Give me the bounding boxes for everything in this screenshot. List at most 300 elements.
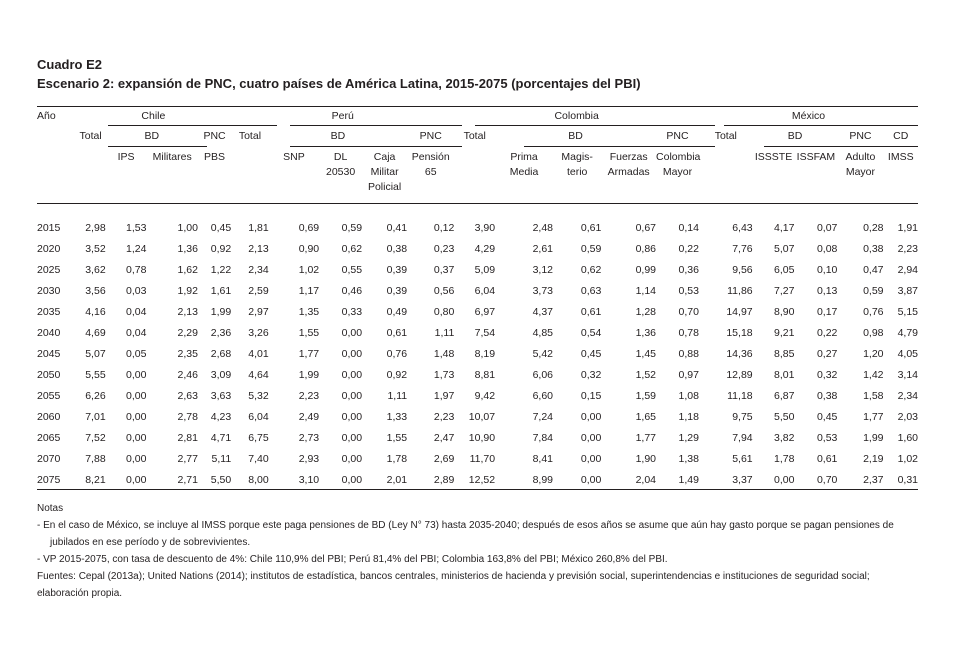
value-cell: 2,03 (897, 411, 918, 423)
value-cell: 0,59 (341, 222, 363, 234)
year-cell: 2040 (37, 327, 61, 339)
value-cell: 0,00 (125, 411, 147, 423)
value-cell: 1,77 (298, 348, 320, 360)
value-cell: 3,52 (85, 243, 106, 255)
value-cell: 0,99 (635, 264, 657, 276)
value-cell: 0,00 (580, 453, 602, 465)
value-cell: 1,11 (387, 390, 408, 402)
value-cell: 1,29 (678, 432, 699, 444)
value-cell: 0,61 (580, 306, 602, 318)
issste-header: ISSSTE (754, 151, 793, 163)
year-cell: 2015 (37, 222, 61, 234)
value-cell: 0,23 (433, 243, 455, 255)
value-cell: 2,13 (177, 306, 198, 318)
value-cell: 0,47 (863, 264, 884, 276)
value-cell: 0,49 (386, 306, 408, 318)
value-cell: 2,23 (897, 243, 918, 255)
value-cell: 0,00 (125, 474, 147, 486)
value-cell: 0,97 (678, 369, 699, 381)
note-vp: - VP 2015-2075, con tasa de descuento de 4%: Chile 110,9% del PBI; Perú 81,4% del PBI; Colombia 163,8% del PBI; México 260,8% del PBI. (37, 554, 668, 565)
value-cell: 0,39 (386, 285, 408, 297)
value-cell: 7,27 (774, 285, 795, 297)
value-cell: 0,70 (816, 474, 838, 486)
value-cell: 0,62 (580, 264, 602, 276)
value-cell: 1,90 (635, 453, 657, 465)
value-cell: 0,67 (635, 222, 657, 234)
value-cell: 1,35 (298, 306, 320, 318)
value-cell: 8,21 (85, 474, 106, 486)
value-cell: 1,77 (863, 411, 884, 423)
value-cell: 0,07 (816, 222, 838, 234)
value-cell: 7,54 (474, 327, 496, 339)
value-cell: 3,73 (532, 285, 554, 297)
value-cell: 11,18 (727, 390, 753, 402)
value-cell: 0,55 (341, 264, 363, 276)
value-cell: 1,48 (433, 348, 455, 360)
value-cell: 2,23 (433, 411, 455, 423)
year-cell: 2030 (37, 285, 61, 297)
value-cell: 8,00 (248, 474, 269, 486)
value-cell: 0,78 (125, 264, 147, 276)
value-cell: 2,63 (177, 390, 198, 402)
value-cell: 8,99 (532, 474, 554, 486)
value-cell: 5,50 (774, 411, 795, 423)
magisterio-header: Magis-terio (561, 151, 593, 178)
value-cell: 12,89 (726, 369, 753, 381)
value-cell: 10,90 (468, 432, 496, 444)
value-cell: 0,37 (433, 264, 455, 276)
value-cell: 7,01 (85, 411, 106, 423)
table-row (37, 323, 918, 344)
ips-header: IPS (117, 151, 135, 163)
year-cell: 2065 (37, 432, 61, 444)
value-cell: 4,69 (85, 327, 106, 339)
value-cell: 1,53 (125, 222, 147, 234)
table-row (37, 449, 918, 470)
value-cell: 5,11 (211, 453, 232, 465)
value-cell: 3,37 (732, 474, 753, 486)
value-cell: 10,07 (468, 411, 496, 423)
table-row (37, 365, 918, 386)
value-cell: 1,99 (298, 369, 320, 381)
value-cell: 0,88 (678, 348, 699, 360)
year-cell: 2070 (37, 453, 61, 465)
value-cell: 5,55 (85, 369, 106, 381)
dl-header: DL 20530 (325, 151, 356, 178)
value-cell: 3,82 (774, 432, 795, 444)
value-cell: 3,90 (474, 222, 496, 234)
colombia-bd-header: BD (568, 130, 583, 142)
value-cell: 8,41 (532, 453, 554, 465)
value-cell: 2,29 (177, 327, 198, 339)
value-cell: 2,73 (298, 432, 320, 444)
year-cell: 2045 (37, 348, 61, 360)
value-cell: 0,08 (816, 243, 838, 255)
table-row (37, 302, 918, 323)
value-cell: 3,56 (85, 285, 106, 297)
value-cell: 3,10 (298, 474, 320, 486)
value-cell: 0,92 (210, 243, 232, 255)
value-cell: 1,45 (635, 348, 657, 360)
value-cell: 9,21 (774, 327, 795, 339)
value-cell: 0,38 (816, 390, 838, 402)
year-cell: 2060 (37, 411, 61, 423)
value-cell: 9,56 (732, 264, 753, 276)
value-cell: 8,19 (474, 348, 496, 360)
value-cell: 0,45 (816, 411, 838, 423)
value-cell: 5,09 (474, 264, 496, 276)
value-cell: 0,00 (341, 432, 363, 444)
value-cell: 0,27 (816, 348, 838, 360)
year-cell: 2035 (37, 306, 61, 318)
mexico-bd-header: BD (787, 130, 803, 142)
year-cell: 2075 (37, 474, 61, 486)
adulto-mayor-header: Adulto Mayor (845, 151, 876, 178)
value-cell: 4,01 (248, 348, 269, 360)
table-row (37, 218, 918, 239)
value-cell: 0,00 (580, 432, 602, 444)
value-cell: 8,90 (774, 306, 795, 318)
militares-header: Militares (152, 151, 192, 163)
value-cell: 7,24 (532, 411, 554, 423)
value-cell: 5,50 (210, 474, 232, 486)
value-cell: 0,03 (125, 285, 147, 297)
value-cell: 0,76 (386, 348, 408, 360)
table-row (37, 386, 918, 407)
table-row (37, 344, 918, 365)
value-cell: 1,81 (248, 222, 269, 234)
value-cell: 1,78 (774, 453, 795, 465)
value-cell: 6,43 (732, 222, 753, 234)
value-cell: 2,77 (177, 453, 198, 465)
value-cell: 0,76 (863, 306, 884, 318)
value-cell: 2,37 (863, 474, 884, 486)
value-cell: 12,52 (468, 474, 496, 486)
colombia-mayor-header: Colombia Mayor (656, 151, 701, 178)
value-cell: 0,59 (863, 285, 884, 297)
value-cell: 2,46 (177, 369, 198, 381)
value-cell: 0,61 (816, 453, 838, 465)
value-cell: 7,76 (732, 243, 753, 255)
value-cell: 0,00 (125, 453, 147, 465)
value-cell: 1,11 (434, 327, 455, 339)
imss-header: IMSS (887, 151, 914, 163)
fuerzas-header: Fuerzas Armadas (607, 151, 650, 178)
value-cell: 0,38 (863, 243, 884, 255)
value-cell: 1,14 (635, 285, 657, 297)
value-cell: 1,61 (210, 285, 232, 297)
value-cell: 5,61 (732, 453, 753, 465)
value-cell: 6,60 (532, 390, 554, 402)
value-cell: 2,93 (298, 453, 320, 465)
value-cell: 0,04 (125, 306, 147, 318)
value-cell: 1,91 (897, 222, 918, 234)
value-cell: 9,75 (732, 411, 753, 423)
peru-pnc-header: PNC (419, 130, 442, 142)
value-cell: 1,55 (298, 327, 320, 339)
value-cell: 0,70 (678, 306, 699, 318)
value-cell: 0,00 (580, 474, 602, 486)
value-cell: 15,18 (726, 327, 753, 339)
value-cell: 0,45 (580, 348, 602, 360)
value-cell: 2,04 (635, 474, 657, 486)
snp-header: SNP (283, 151, 305, 163)
value-cell: 2,48 (532, 222, 554, 234)
value-cell: 0,39 (386, 264, 408, 276)
value-cell: 1,38 (678, 453, 699, 465)
value-cell: 0,36 (678, 264, 699, 276)
pbs-header: PBS (204, 151, 226, 163)
value-cell: 2,35 (177, 348, 198, 360)
value-cell: 14,36 (726, 348, 753, 360)
value-cell: 0,13 (816, 285, 838, 297)
value-cell: 2,01 (386, 474, 408, 486)
value-cell: 0,00 (341, 453, 363, 465)
value-cell: 4,16 (85, 306, 106, 318)
value-cell: 0,12 (433, 222, 455, 234)
value-cell: 6,05 (774, 264, 795, 276)
value-cell: 8,01 (774, 369, 795, 381)
value-cell: 1,42 (863, 369, 884, 381)
data-table (37, 106, 918, 491)
value-cell: 4,23 (210, 411, 232, 423)
value-cell: 2,34 (897, 390, 918, 402)
peru-header: Perú (331, 110, 354, 122)
value-cell: 7,40 (248, 453, 269, 465)
value-cell: 0,17 (816, 306, 838, 318)
value-cell: 3,09 (210, 369, 232, 381)
notes-heading: Notas (37, 503, 64, 514)
value-cell: 11,86 (727, 285, 753, 297)
table-row (37, 239, 918, 260)
value-cell: 1,17 (298, 285, 320, 297)
value-cell: 0,54 (580, 327, 602, 339)
value-cell: 0,32 (816, 369, 838, 381)
value-cell: 7,94 (732, 432, 753, 444)
mexico-header: México (791, 110, 826, 122)
value-cell: 1,73 (433, 369, 455, 381)
value-cell: 0,86 (635, 243, 657, 255)
year-cell: 2055 (37, 390, 61, 402)
value-cell: 2,47 (433, 432, 455, 444)
value-cell: 1,33 (386, 411, 408, 423)
colombia-pnc-header: PNC (666, 130, 689, 142)
value-cell: 0,53 (678, 285, 699, 297)
value-cell: 0,45 (210, 222, 232, 234)
value-cell: 4,29 (474, 243, 496, 255)
value-cell: 0,00 (774, 474, 795, 486)
note-imss: - En el caso de México, se incluye al IMSS porque este paga pensiones de BD (Ley N° 73) hasta 2035-2040; después de esos años se asume que aún hay gasto porque se pagan pensiones de jubilados en ese período y de sobrevivientes. (37, 520, 894, 548)
year-header: Año (37, 110, 56, 122)
value-cell: 7,88 (85, 453, 106, 465)
value-cell: 1,62 (177, 264, 198, 276)
value-cell: 0,22 (816, 327, 838, 339)
value-cell: 0,62 (341, 243, 363, 255)
value-cell: 2,97 (248, 306, 269, 318)
value-cell: 6,06 (532, 369, 554, 381)
pension65-header: Pensión 65 (411, 151, 450, 178)
value-cell: 0,69 (298, 222, 320, 234)
value-cell: 0,00 (341, 390, 363, 402)
value-cell: 6,97 (474, 306, 496, 318)
value-cell: 5,07 (774, 243, 795, 255)
value-cell: 0,80 (433, 306, 455, 318)
value-cell: 0,28 (863, 222, 884, 234)
colombia-total-header: Total (463, 130, 486, 142)
value-cell: 1,18 (678, 411, 699, 423)
value-cell: 0,46 (341, 285, 363, 297)
value-cell: 6,75 (248, 432, 269, 444)
value-cell: 0,61 (386, 327, 408, 339)
value-cell: 1,36 (177, 243, 198, 255)
value-cell: 0,00 (580, 411, 602, 423)
value-cell: 0,31 (897, 474, 918, 486)
value-cell: 5,07 (85, 348, 106, 360)
value-cell: 14,97 (726, 306, 753, 318)
value-cell: 6,87 (774, 390, 795, 402)
value-cell: 3,62 (85, 264, 106, 276)
value-cell: 8,85 (774, 348, 795, 360)
chile-bd-header: BD (144, 130, 160, 142)
value-cell: 2,94 (897, 264, 918, 276)
value-cell: 1,55 (386, 432, 408, 444)
value-cell: 0,98 (863, 327, 884, 339)
table-title: Escenario 2: expansión de PNC, cuatro países de América Latina, 2015-2075 (porcentajes del PBI) (37, 76, 641, 91)
value-cell: 0,00 (341, 327, 363, 339)
value-cell: 1,24 (125, 243, 147, 255)
value-cell: 1,02 (897, 453, 918, 465)
value-cell: 0,59 (580, 243, 602, 255)
value-cell: 0,00 (125, 369, 147, 381)
value-cell: 0,00 (125, 390, 147, 402)
caja-header: Caja Militar Policial (367, 151, 402, 193)
value-cell: 9,42 (474, 390, 496, 402)
value-cell: 1,78 (386, 453, 408, 465)
value-cell: 1,28 (635, 306, 657, 318)
value-cell: 0,00 (341, 474, 363, 486)
value-cell: 0,78 (678, 327, 699, 339)
value-cell: 2,69 (433, 453, 455, 465)
value-cell: 3,63 (210, 390, 232, 402)
value-cell: 0,00 (341, 411, 363, 423)
value-cell: 1,08 (678, 390, 699, 402)
year-cell: 2025 (37, 264, 61, 276)
value-cell: 2,49 (298, 411, 320, 423)
value-cell: 0,14 (678, 222, 699, 234)
value-cell: 1,00 (177, 222, 198, 234)
value-cell: 1,77 (635, 432, 657, 444)
value-cell: 5,32 (248, 390, 269, 402)
mexico-cd-header: CD (893, 130, 909, 142)
value-cell: 4,79 (897, 327, 918, 339)
value-cell: 2,59 (248, 285, 269, 297)
mexico-pnc-header: PNC (849, 130, 872, 142)
value-cell: 0,00 (341, 369, 363, 381)
value-cell: 2,68 (210, 348, 232, 360)
value-cell: 4,05 (897, 348, 918, 360)
value-cell: 4,71 (210, 432, 232, 444)
value-cell: 2,89 (433, 474, 455, 486)
value-cell: 7,52 (85, 432, 106, 444)
value-cell: 6,04 (248, 411, 269, 423)
value-cell: 0,53 (816, 432, 838, 444)
value-cell: 1,99 (210, 306, 232, 318)
value-cell: 1,49 (678, 474, 699, 486)
value-cell: 3,12 (532, 264, 554, 276)
value-cell: 7,84 (532, 432, 554, 444)
year-cell: 2020 (37, 243, 61, 255)
sources-note: Fuentes: Cepal (2013a); United Nations (2014); institutos de estadística, bancos centrales, ministerios de hacienda y previsión social, superintendencias e instituciones de seguridad social; elaboración propia. (37, 571, 870, 599)
value-cell: 0,10 (816, 264, 838, 276)
value-cell: 2,36 (210, 327, 232, 339)
table-body (37, 218, 918, 491)
value-cell: 0,63 (580, 285, 602, 297)
value-cell: 0,33 (341, 306, 363, 318)
value-cell: 4,85 (532, 327, 554, 339)
value-cell: 8,81 (474, 369, 496, 381)
value-cell: 0,90 (298, 243, 320, 255)
value-cell: 0,38 (386, 243, 408, 255)
notes-section (37, 500, 918, 602)
issfam-header: ISSFAM (796, 151, 836, 163)
value-cell: 1,20 (863, 348, 884, 360)
value-cell: 0,92 (386, 369, 408, 381)
value-cell: 2,78 (177, 411, 198, 423)
value-cell: 1,99 (863, 432, 884, 444)
value-cell: 5,15 (897, 306, 918, 318)
value-cell: 1,65 (635, 411, 657, 423)
table-row (37, 470, 918, 491)
value-cell: 1,59 (635, 390, 657, 402)
table-label: Cuadro E2 (37, 57, 103, 72)
value-cell: 2,13 (248, 243, 269, 255)
value-cell: 3,87 (897, 285, 918, 297)
value-cell: 4,64 (248, 369, 269, 381)
value-cell: 1,52 (635, 369, 657, 381)
value-cell: 0,00 (341, 348, 363, 360)
value-cell: 1,97 (433, 390, 455, 402)
value-cell: 2,98 (85, 222, 106, 234)
peru-total-header: Total (238, 130, 262, 142)
value-cell: 0,15 (580, 390, 602, 402)
year-cell: 2050 (37, 369, 61, 381)
chile-header: Chile (141, 110, 166, 122)
value-cell: 2,23 (298, 390, 320, 402)
value-cell: 0,05 (125, 348, 147, 360)
value-cell: 0,00 (125, 432, 147, 444)
value-cell: 1,22 (210, 264, 232, 276)
table-row (37, 260, 918, 281)
value-cell: 0,04 (125, 327, 147, 339)
value-cell: 4,37 (532, 306, 554, 318)
value-cell: 5,42 (532, 348, 554, 360)
value-cell: 0,61 (580, 222, 602, 234)
prima-header: Prima Media (509, 151, 539, 178)
peru-bd-header: BD (330, 130, 346, 142)
value-cell: 1,60 (897, 432, 918, 444)
value-cell: 2,19 (863, 453, 884, 465)
value-cell: 2,61 (532, 243, 554, 255)
value-cell: 6,26 (85, 390, 106, 402)
value-cell: 1,58 (863, 390, 884, 402)
value-cell: 0,22 (678, 243, 699, 255)
value-cell: 0,32 (580, 369, 602, 381)
value-cell: 0,41 (386, 222, 408, 234)
table-row (37, 281, 918, 302)
value-cell: 2,71 (177, 474, 198, 486)
chile-total-header: Total (79, 130, 102, 142)
value-cell: 4,17 (774, 222, 795, 234)
